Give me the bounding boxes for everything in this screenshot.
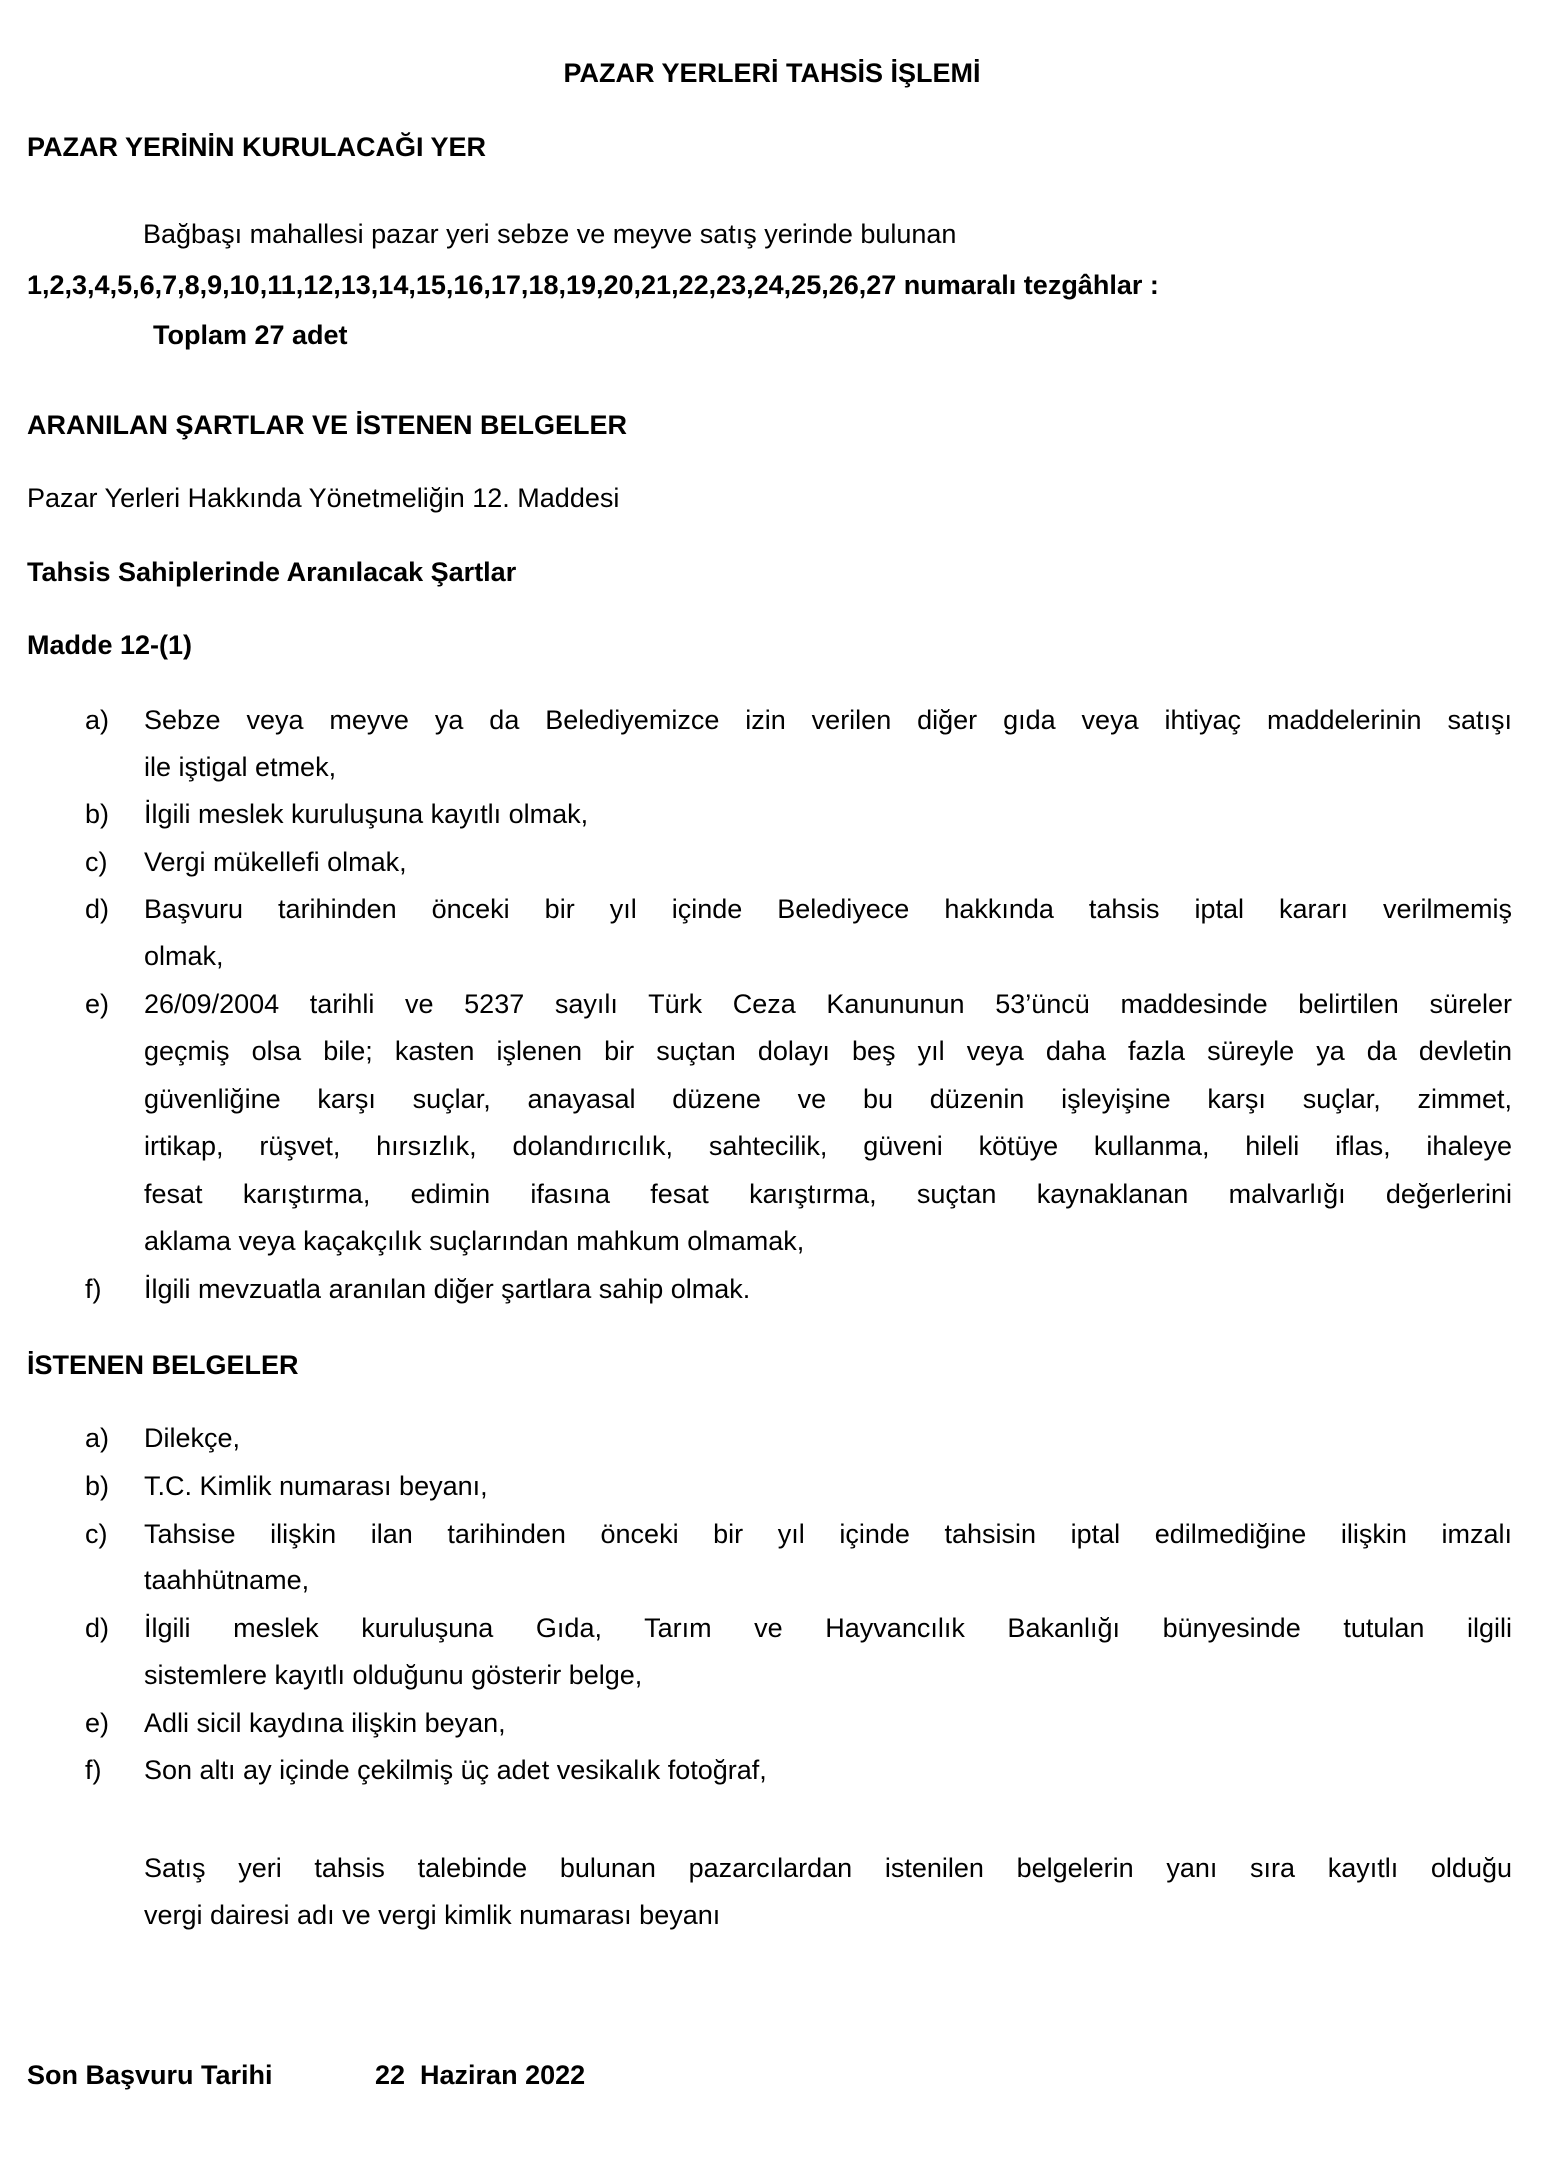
condition-line: fesat karıştırma, edimin ifasına fesat karıştırma, suçtan kaynaklanan malvarlığı değerlerini [144,1179,1512,1209]
list-marker: a) [85,1423,110,1453]
list-marker: d) [85,1613,110,1643]
deadline-label: Son Başvuru Tarihi [27,2060,273,2090]
document-line: Dilekçe, [144,1423,241,1453]
list-marker: b) [85,799,110,829]
condition-line: İlgili mevzuatla aranılan diğer şartlara sahip olmak. [144,1274,751,1304]
condition-line: ile iştigal etmek, [144,752,337,782]
document-line: Son altı ay içinde çekilmiş üç adet vesikalık fotoğraf, [144,1755,767,1785]
list-marker: f) [85,1755,102,1785]
article-number: Madde 12-(1) [27,630,193,660]
condition-line: İlgili meslek kuruluşuna kayıtlı olmak, [144,799,589,829]
stall-total: Toplam 27 adet [153,320,348,350]
condition-line: güvenliğine karşı suçlar, anayasal düzene ve bu düzenin işleyişine karşı suçlar, zimmet, [144,1084,1512,1114]
list-marker: e) [85,989,110,1019]
document-line: sistemlere kayıtlı olduğunu gösterir belge, [144,1660,643,1690]
document-line: İlgili meslek kuruluşuna Gıda, Tarım ve Hayvancılık Bakanlığı bünyesinde tutulan ilgili [144,1613,1512,1643]
condition-line: 26/09/2004 tarihli ve 5237 sayılı Türk Ceza Kanununun 53’üncü maddesinde belirtilen süreler [144,989,1512,1019]
stall-numbers: 1,2,3,4,5,6,7,8,9,10,11,12,13,14,15,16,17,18,19,20,21,22,23,24,25,26,27 numaralı tezgâhlar : [27,270,1159,300]
list-marker: f) [85,1274,102,1304]
list-marker: c) [85,847,108,877]
location-heading: PAZAR YERİNİN KURULACAĞI YER [27,132,487,162]
deadline-date: 22 Haziran 2022 [375,2060,586,2090]
note-line: vergi dairesi adı ve vergi kimlik numarası beyanı [144,1900,721,1930]
list-marker: c) [85,1519,108,1549]
list-marker: d) [85,894,110,924]
condition-line: Başvuru tarihinden önceki bir yıl içinde Belediyece hakkında tahsis iptal kararı verilmemiş [144,894,1512,924]
document-line: taahhütname, [144,1565,310,1595]
conditions-heading: Tahsis Sahiplerinde Aranılacak Şartlar [27,557,517,587]
requirements-heading: ARANILAN ŞARTLAR VE İSTENEN BELGELER [27,410,628,440]
condition-line: Vergi mükellefi olmak, [144,847,407,877]
condition-line: aklama veya kaçakçılık suçlarından mahkum olmamak, [144,1226,805,1256]
document-title: PAZAR YERLERİ TAHSİS İŞLEMİ [563,58,981,88]
condition-line: geçmiş olsa bile; kasten işlenen bir suçtan dolayı beş yıl veya daha fazla süreyle ya da devletin [144,1036,1512,1066]
document-line: T.C. Kimlik numarası beyanı, [144,1471,488,1501]
list-marker: e) [85,1708,110,1738]
regulation-reference: Pazar Yerleri Hakkında Yönetmeliğin 12. Maddesi [27,483,620,513]
location-text: Bağbaşı mahallesi pazar yeri sebze ve meyve satış yerinde bulunan [143,219,957,249]
condition-line: olmak, [144,941,224,971]
document-line: Adli sicil kaydına ilişkin beyan, [144,1708,506,1738]
condition-line: irtikap, rüşvet, hırsızlık, dolandırıcılık, sahtecilik, güveni kötüye kullanma, hileli iflas, ihaleye [144,1131,1512,1161]
note-line: Satış yeri tahsis talebinde bulunan pazarcılardan istenilen belgelerin yanı sıra kayıtlı olduğu [144,1853,1512,1883]
document-line: Tahsise ilişkin ilan tarihinden önceki bir yıl içinde tahsisin iptal edilmediğine ilişkin imzalı [144,1519,1512,1549]
list-marker: b) [85,1471,110,1501]
condition-line: Sebze veya meyve ya da Belediyemizce izin verilen diğer gıda veya ihtiyaç maddelerinin satışı [144,705,1512,735]
list-marker: a) [85,705,110,735]
documents-heading: İSTENEN BELGELER [27,1350,299,1380]
